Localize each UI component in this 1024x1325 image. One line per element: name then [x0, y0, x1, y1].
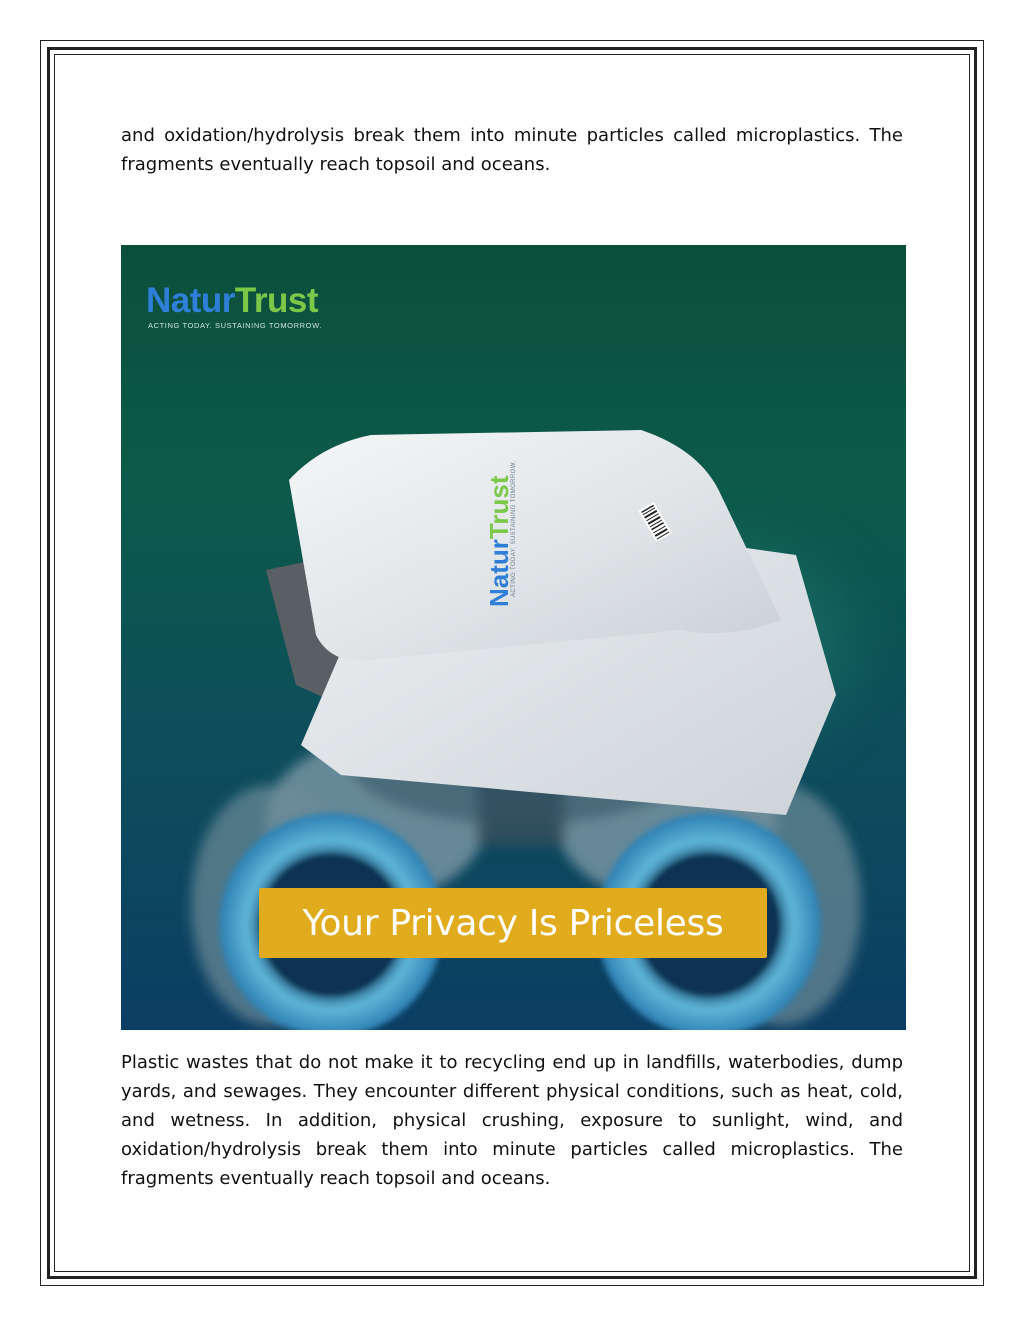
bag-tagline: ACTING TODAY. SUSTAINING TOMORROW.	[511, 460, 517, 597]
logo-tagline: ACTING TODAY. SUSTAINING TOMORROW.	[148, 321, 323, 330]
banner-text: Your Privacy Is Priceless	[302, 902, 724, 944]
bag-logo: NaturTrust	[484, 475, 514, 607]
naturtrust-ad-image	[121, 245, 906, 1030]
paragraph-bottom: Plastic wastes that do not make it to recycling end up in landfills, waterbodies, dump yards, and sewages. They encounter different physical conditions, such as heat, cold, and wetness. In addition, physical crushing, exposure to sunlight, wind, and oxidation/hydrolysis break them into minute particles called microplastics. The fragments eventually reach topsoil and oceans.	[121, 1052, 903, 1189]
paragraph-top: and oxidation/hydrolysis break them into minute particles called microplastics. The fragments eventually reach topsoil and oceans.	[121, 125, 903, 175]
privacy-banner	[259, 888, 767, 958]
front-bag	[289, 430, 781, 661]
naturtrust-logo: NaturTrust	[146, 281, 318, 320]
